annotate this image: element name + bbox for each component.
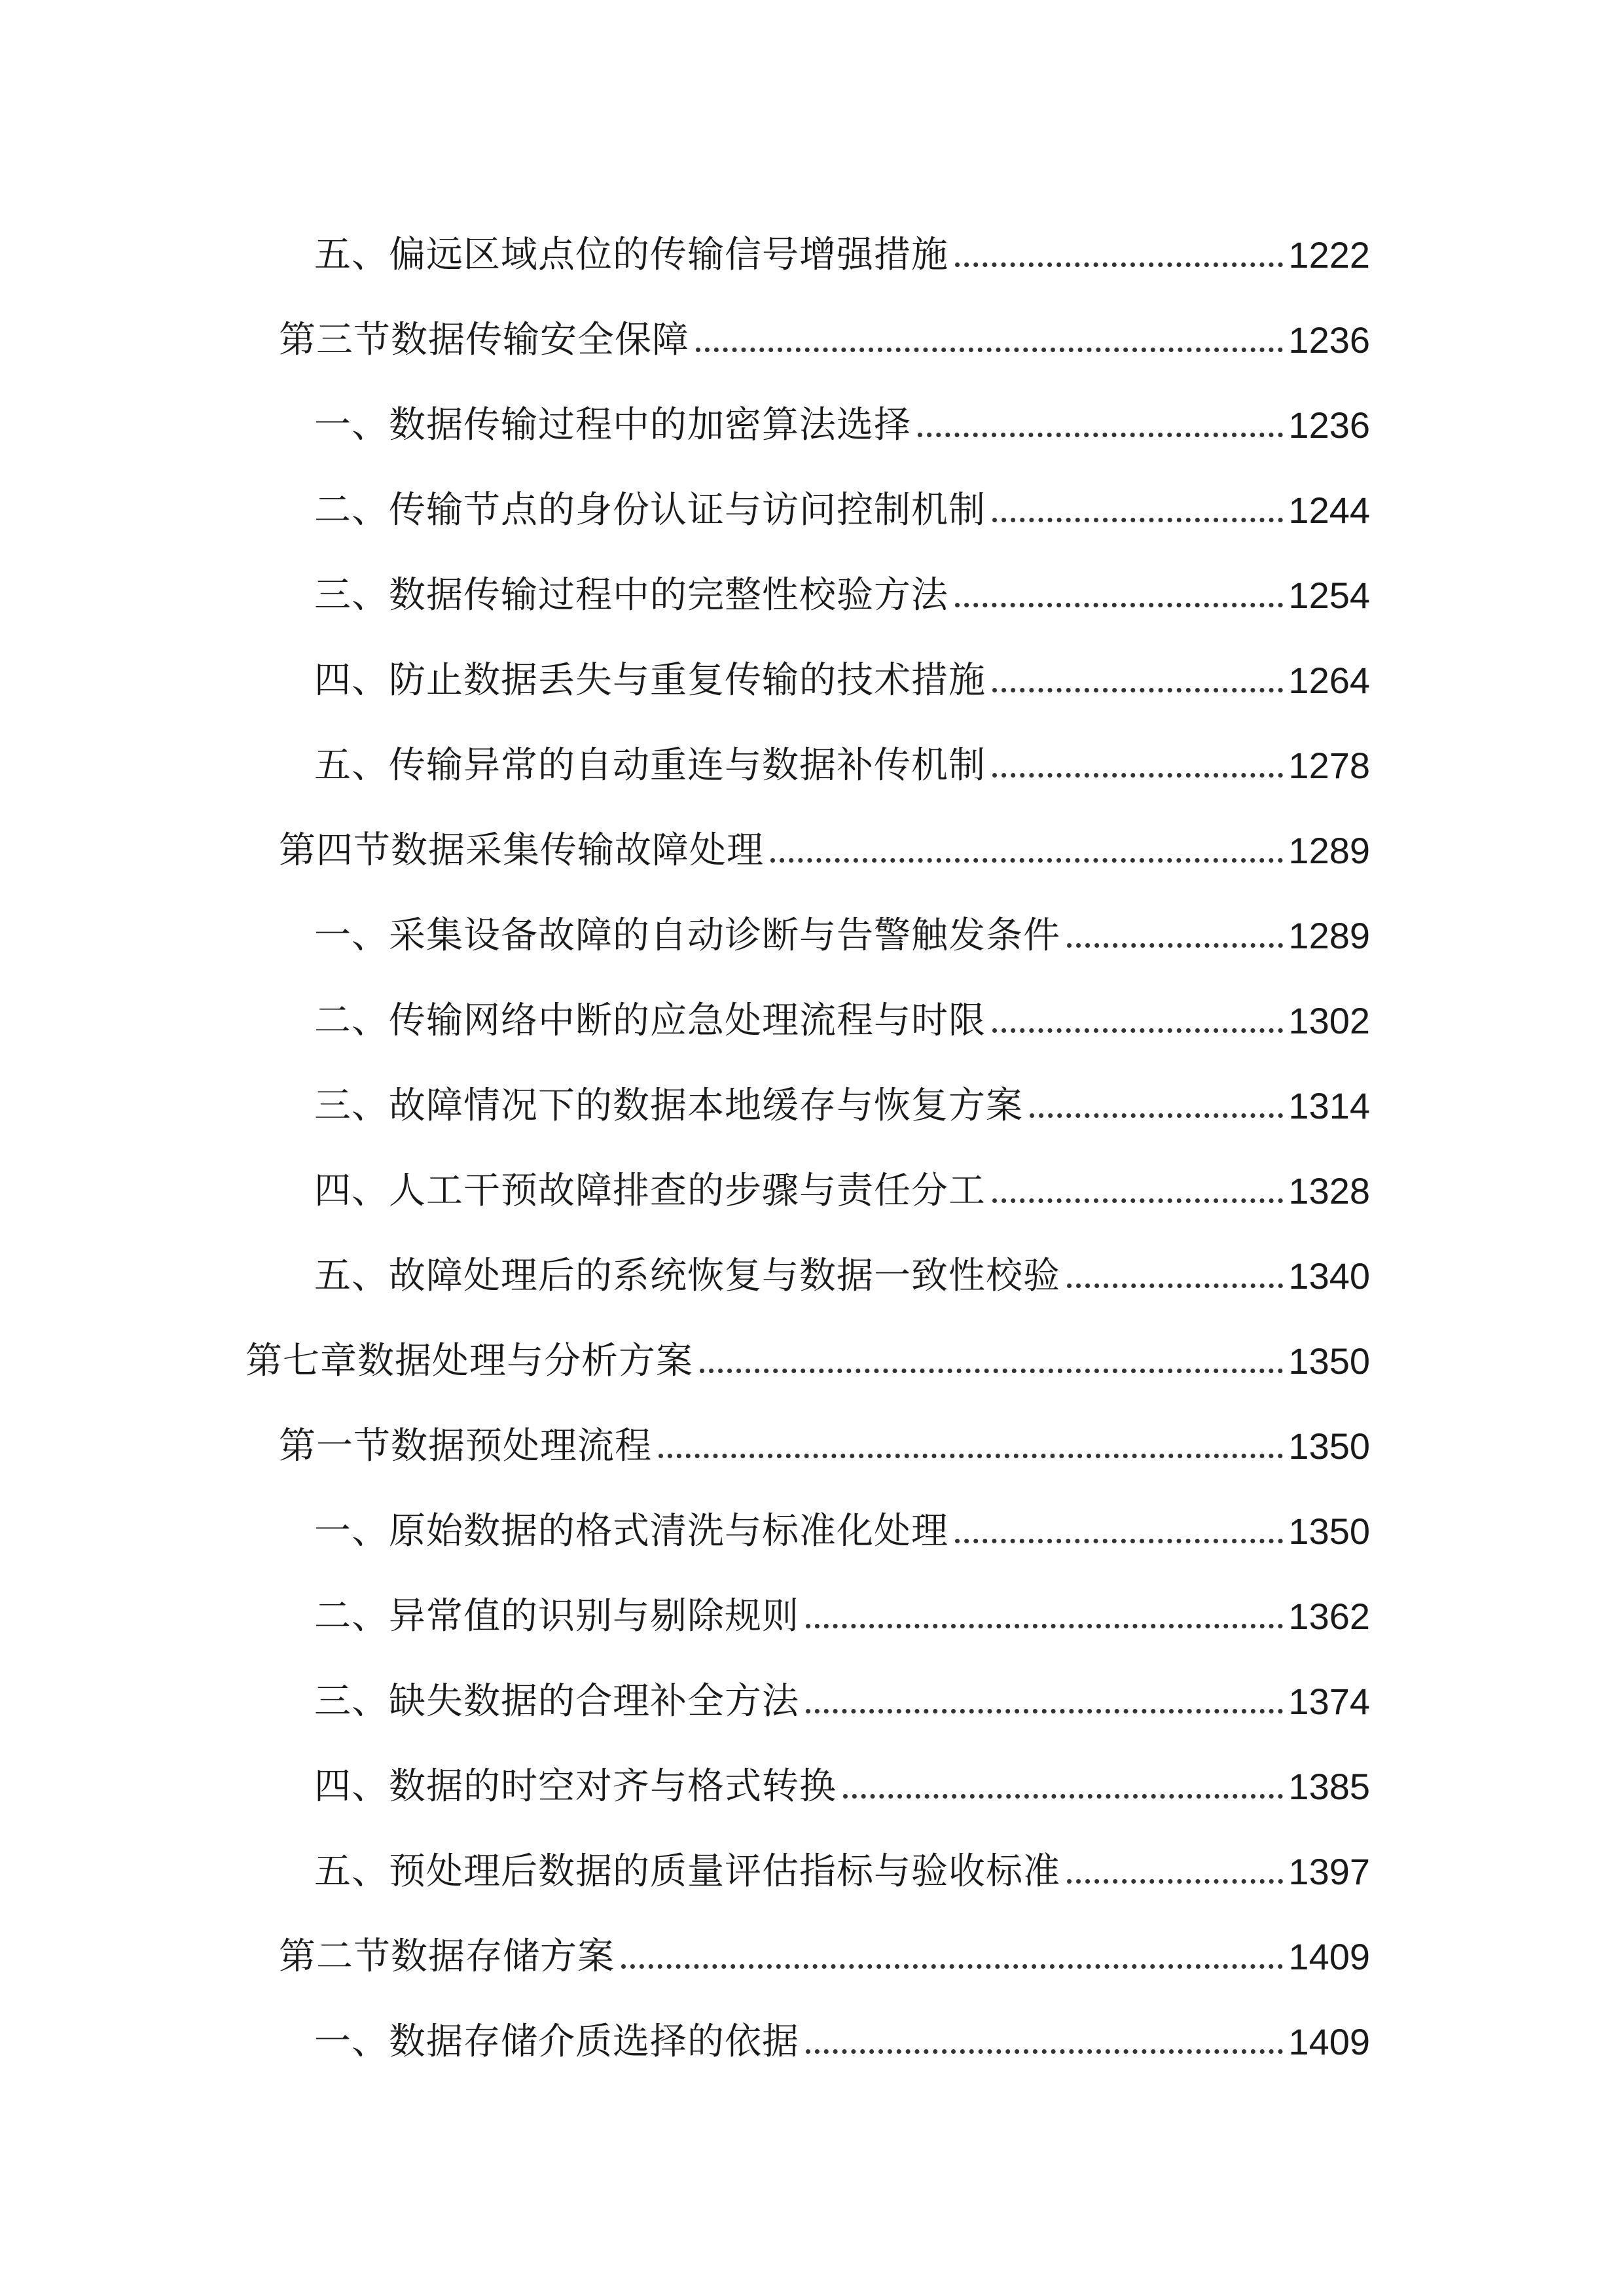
toc-entry[interactable] (314, 891, 1370, 957)
toc-entry[interactable] (314, 1742, 1370, 1808)
toc-entry-page: 1374 (1288, 1681, 1370, 1722)
toc-dot-leader (1067, 1283, 1283, 1288)
toc-entry-page: 1350 (1288, 1340, 1370, 1382)
toc-dot-leader (992, 773, 1283, 778)
toc-entry-title: 一、采集设备故障的自动诊断与告警触发条件 (314, 914, 1060, 957)
toc-entry[interactable] (279, 296, 1370, 359)
toc-dot-leader (806, 2049, 1283, 2054)
toc-dot-leader (806, 1709, 1283, 1713)
toc-dot-leader (1067, 1879, 1283, 1884)
toc-entry[interactable] (279, 1912, 1370, 1978)
toc-entry[interactable] (314, 1572, 1370, 1638)
toc-dot-leader (770, 858, 1283, 863)
toc-entry[interactable] (314, 1062, 1370, 1127)
toc-entry[interactable] (314, 636, 1370, 702)
toc-entry[interactable] (314, 1147, 1370, 1210)
toc-entry-page: 1236 (1288, 404, 1370, 446)
toc-entry[interactable] (314, 381, 1370, 444)
toc-dot-leader (992, 1028, 1283, 1033)
toc-entry-title: 一、原始数据的格式清洗与标准化处理 (314, 1510, 948, 1552)
toc-dot-leader (918, 433, 1283, 437)
toc-entry-page: 1362 (1288, 1596, 1370, 1637)
toc-dot-leader (1067, 943, 1283, 948)
toc-entry-page: 1409 (1288, 1936, 1370, 1977)
toc-entry[interactable] (314, 1232, 1370, 1295)
toc-entry-title: 第七章数据处理与分析方案 (245, 1340, 693, 1382)
toc-entry[interactable] (314, 1487, 1370, 1550)
toc-entry[interactable] (314, 1998, 1370, 2063)
toc-entry-page: 1350 (1288, 1426, 1370, 1467)
toc-entry-page: 1254 (1288, 575, 1370, 616)
toc-entry-title: 四、数据的时空对齐与格式转换 (314, 1765, 837, 1808)
toc-entry-page: 1244 (1288, 490, 1370, 531)
toc-dot-leader (659, 1454, 1283, 1458)
toc-dot-leader (992, 688, 1283, 692)
toc-entry-page: 1264 (1288, 660, 1370, 701)
toc-dot-leader (806, 1624, 1283, 1628)
toc-dot-leader (955, 1539, 1283, 1543)
toc-entry-title: 二、传输网络中断的应急处理流程与时限 (314, 999, 986, 1042)
toc-entry-title: 三、数据传输过程中的完整性校验方法 (314, 574, 948, 617)
toc-entry[interactable] (314, 1827, 1370, 1893)
toc-entry[interactable] (279, 806, 1370, 872)
toc-dot-leader (696, 348, 1283, 352)
toc-dot-leader (955, 262, 1283, 267)
toc-entry-page: 1397 (1288, 1851, 1370, 1892)
toc-entry-page: 1302 (1288, 1000, 1370, 1041)
toc-dot-leader (992, 518, 1283, 522)
toc-entry-page: 1236 (1288, 319, 1370, 361)
toc-entry-page: 1222 (1288, 234, 1370, 276)
toc-entry[interactable] (314, 551, 1370, 617)
toc-dot-leader (621, 1964, 1283, 1969)
toc-entry-title: 一、数据传输过程中的加密算法选择 (314, 404, 911, 446)
toc-dot-leader (1030, 1113, 1283, 1118)
toc-entry-title: 一、数据存储介质选择的依据 (314, 2020, 799, 2063)
toc-entry-title: 第三节数据传输安全保障 (279, 319, 689, 361)
toc-entry-title: 三、缺失数据的合理补全方法 (314, 1680, 799, 1723)
toc-entry-page: 1278 (1288, 745, 1370, 786)
toc-dot-leader (843, 1794, 1283, 1799)
toc-entry[interactable] (314, 211, 1370, 274)
toc-dot-leader (955, 603, 1283, 607)
toc-entry-title: 五、偏远区域点位的传输信号增强措施 (314, 234, 948, 276)
toc-entry-title: 第二节数据存储方案 (279, 1935, 615, 1978)
toc-entry-title: 二、异常值的识别与剔除规则 (314, 1595, 799, 1638)
toc-entry-title: 第一节数据预处理流程 (279, 1425, 652, 1467)
toc-dot-leader (700, 1369, 1283, 1373)
toc-entry-title: 二、传输节点的身份认证与访问控制机制 (314, 489, 986, 531)
toc-entry[interactable] (314, 977, 1370, 1042)
toc-entry-page: 1385 (1288, 1766, 1370, 1807)
toc-entry[interactable] (245, 1317, 1370, 1380)
toc-entry-title: 三、故障情况下的数据本地缓存与恢复方案 (314, 1085, 1023, 1127)
toc-entry-title: 四、人工干预故障排查的步骤与责任分工 (314, 1170, 986, 1212)
toc-entry[interactable] (279, 1402, 1370, 1465)
toc-entry[interactable] (314, 1657, 1370, 1723)
toc-entry-title: 五、故障处理后的系统恢复与数据一致性校验 (314, 1255, 1060, 1297)
toc-entry-page: 1409 (1288, 2021, 1370, 2062)
toc-entry-title: 四、防止数据丢失与重复传输的技术措施 (314, 659, 986, 702)
toc-entry-title: 五、传输异常的自动重连与数据补传机制 (314, 744, 986, 787)
toc-entry-title: 第四节数据采集传输故障处理 (279, 829, 764, 872)
toc-entry[interactable] (314, 721, 1370, 787)
toc-entry-title: 五、预处理后数据的质量评估指标与验收标准 (314, 1850, 1060, 1893)
toc-entry-page: 1289 (1288, 915, 1370, 956)
toc-entry-page: 1289 (1288, 830, 1370, 871)
toc-dot-leader (992, 1198, 1283, 1203)
toc-entry-page: 1328 (1288, 1170, 1370, 1211)
toc-entry-page: 1340 (1288, 1255, 1370, 1297)
toc-entry-page: 1314 (1288, 1085, 1370, 1126)
toc-entry-page: 1350 (1288, 1511, 1370, 1552)
toc-entry[interactable] (314, 466, 1370, 529)
